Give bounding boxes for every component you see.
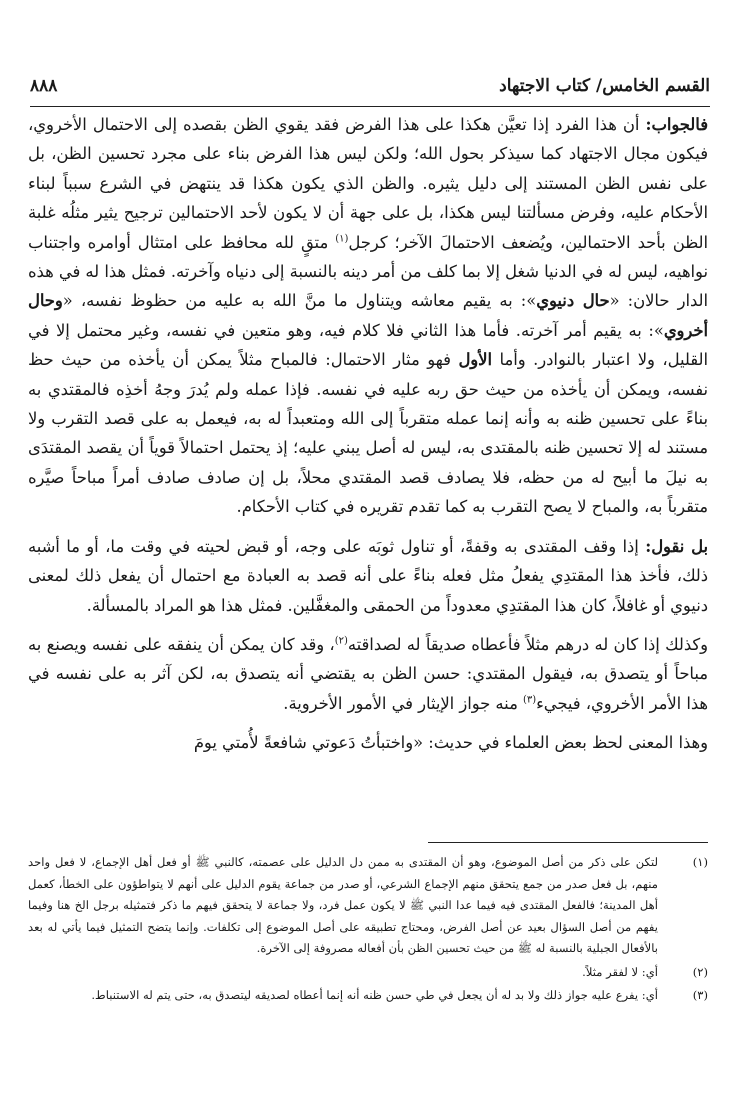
footnotes (28, 852, 708, 1009)
footnote-text: أي: يفرع عليه جواز ذلك ولا بد له أن يجعل في طي حسن ظنه أنه إنما أعطاه لصديقه ليتصدق به، حتى يتم له الاستنباط. (91, 988, 658, 1002)
footnote-text: لتكن على ذكر من أصل الموضوع، وهو أن المقتدى به ممن دل الدليل على عصمته، كالنبي ﷺ أو فعل أهل الإجماع، لا فعل واحد منهم، بل فعل صدر من جمع يتحقق منهم الإجماع الشرعي، أو صدر من جماعة يقوم الدليل على أنهم لا يتواطؤون على الخطأ، كعمل أهل المدينة؛ فالفعل المقتدى فيه فيما عدا النبي ﷺ لا يكون عمل فرد، ولا جماعة لا يتحقق فيهم ما ذكر فتمثيله برجل الخ هنا وفيما يفهم من أصل السؤال بعيد عن أصل الفرض، ومحتاج تطبيقه على أصل الموضوع إلى تكلفات. وإنما يتضح التمثيل فيما يأتي له بعد بالأفعال الجبلية بالنسبة له ﷺ من حيث تحسين الظن بأن أفعاله مصروفة إلى الآخرة. (28, 855, 658, 955)
chapter-title: القسم الخامس/ كتاب الاجتهاد (499, 76, 710, 96)
footnote-text: أي: لا لفقر مثلاً. (582, 964, 658, 979)
page-number: ٨٨٨ (30, 76, 58, 96)
paragraph-likewise (28, 630, 708, 718)
paragraph-lead: فالجواب: (645, 115, 708, 134)
text-run: متقٍ لله محافظ على امتثال أوامره واجتناب نواهيه، ليس له في الدنيا شغل إلا بما كلف من أمر دينه بالنسبة إلى دنياه وآخرته. فمثل هذا له في هذه الدار حالان: « (28, 232, 708, 311)
text-run: إذا وقف المقتدى به وقفةً، أو تناول ثوبَه على وجه، أو قبض لحيته في وقت ما، أو ما أشبه ذلك، فأخذ هذا المقتدِي يفعلُ مثل فعله بناءً على أنه قصد به العبادة مع احتمال أن يفعل ذلك لمعنى دنيوي أو غافلاً، كان هذا المقتدِي معدوداً من الحمقى والمغفَّلين. فمثل هذا هو المراد بالمسألة. (28, 536, 708, 615)
bold-term: حال دنيوي (536, 291, 610, 311)
text-run: فهو مثار الاحتمال: فالمباح مثلاً يمكن أن يأخذه من حيث حظ نفسه، ويمكن أن يأخذه من حيث حق ربه عليه في نفسه. فإذا عمله ولم يُدرَ وجهُ أخذِه فالمقتدي به بناءً على تحسين ظنه به وأنه إنما عمله متقرباً إلى الله ومتعبداً له به، فيعمل به على قصد التقرب ولا مستند له إلا تحسين ظنه بالمقتدى به، ليس له أصل يبني عليه؛ إذ يحتمل احتمالاً قوياً أن يقصد المقتدَى به نيلَ ما أبيح له من حظه، فلا يصادف قصد المقتدي محلاً، بل إن صادف صادف أمراً مباحاً صيَّره متقرباً به، والمباح لا يصح التقرب به كما تقدم تقريره في كتاب الأحكام. (28, 350, 708, 517)
text-run: ، وقد كان يمكن أن ينفقه على نفسه ويصنع به مباحاً أو يتصدق به، فيقول المقتدي: حسن الظن به يقتضي أنه يتصدق به، لكن آثر به على نفسه في هذا الأمر الأخروي، فيجيء (28, 634, 708, 713)
paragraph-answer (28, 110, 708, 522)
paragraph-hadith (28, 728, 708, 757)
footnote-ref[interactable]: (١) (335, 233, 349, 245)
footnote-number: (٢) (692, 964, 708, 979)
footnote-ref[interactable]: (٢) (334, 635, 348, 647)
text-run: وكذلك إذا كان له درهم مثلاً فأعطاه صديقاً له لصداقته (347, 634, 708, 654)
paragraph-rather (28, 532, 708, 620)
main-text (28, 110, 708, 758)
bold-term: وحال أخروي (28, 291, 708, 340)
footnote-number: (٣) (692, 988, 708, 1002)
footnote (28, 852, 708, 960)
text-run: وهذا المعنى لحظ بعض العلماء في حديث: «واختبأتُ دَعوتي شافعةً لأُمتي يومَ (193, 733, 708, 753)
text-run: »: به يقيم أمر آخرته. فأما هذا الثاني فلا كلام فيه، وهو متعين في نفسه، وغير محتمل إلا في القليل، ولا اعتبار بالنوادر. وأما (28, 320, 708, 370)
footnote (28, 985, 708, 1007)
text-run: أن هذا الفرد إذا تعيَّن هكذا على هذا الفرض فقد يقوي الظن بقصده إلى الاحتمال الأخروي، فيكون مجال الاجتهاد كما سيذكر بحول الله؛ ولكن ليس هذا الفرض بناء على مجرد تحسين الظن، بل على نفس الظن المستند إلى دليل يثيره. والظن الذي يكون هكذا قد ينتهض في الشرع سبباً لبناء الأحكام عليه، وفرض مسألتنا ليس هكذا، بل على جهة أن لا يكون لأحد الاحتمالين ترجيح يثير مثلُه غلبة الظن بأحد الاحتمالين، ويُضعف الاحتمالَ الآخر؛ كرجل (28, 115, 708, 252)
footnote-number: (١) (692, 855, 708, 869)
footnote-ref[interactable]: (٣) (522, 694, 537, 706)
footnote-separator (428, 842, 708, 843)
footnote (28, 962, 708, 984)
running-header (30, 66, 710, 107)
bold-term: الأول (458, 350, 492, 370)
text-run: »: به يقيم معاشه ويتناول ما منَّ الله به عليه من حظوظ نفسه، « (62, 291, 537, 311)
text-run: منه جواز الإيثار في الأمور الأخروية. (283, 693, 523, 713)
paragraph-lead: بل نقول: (645, 536, 708, 556)
